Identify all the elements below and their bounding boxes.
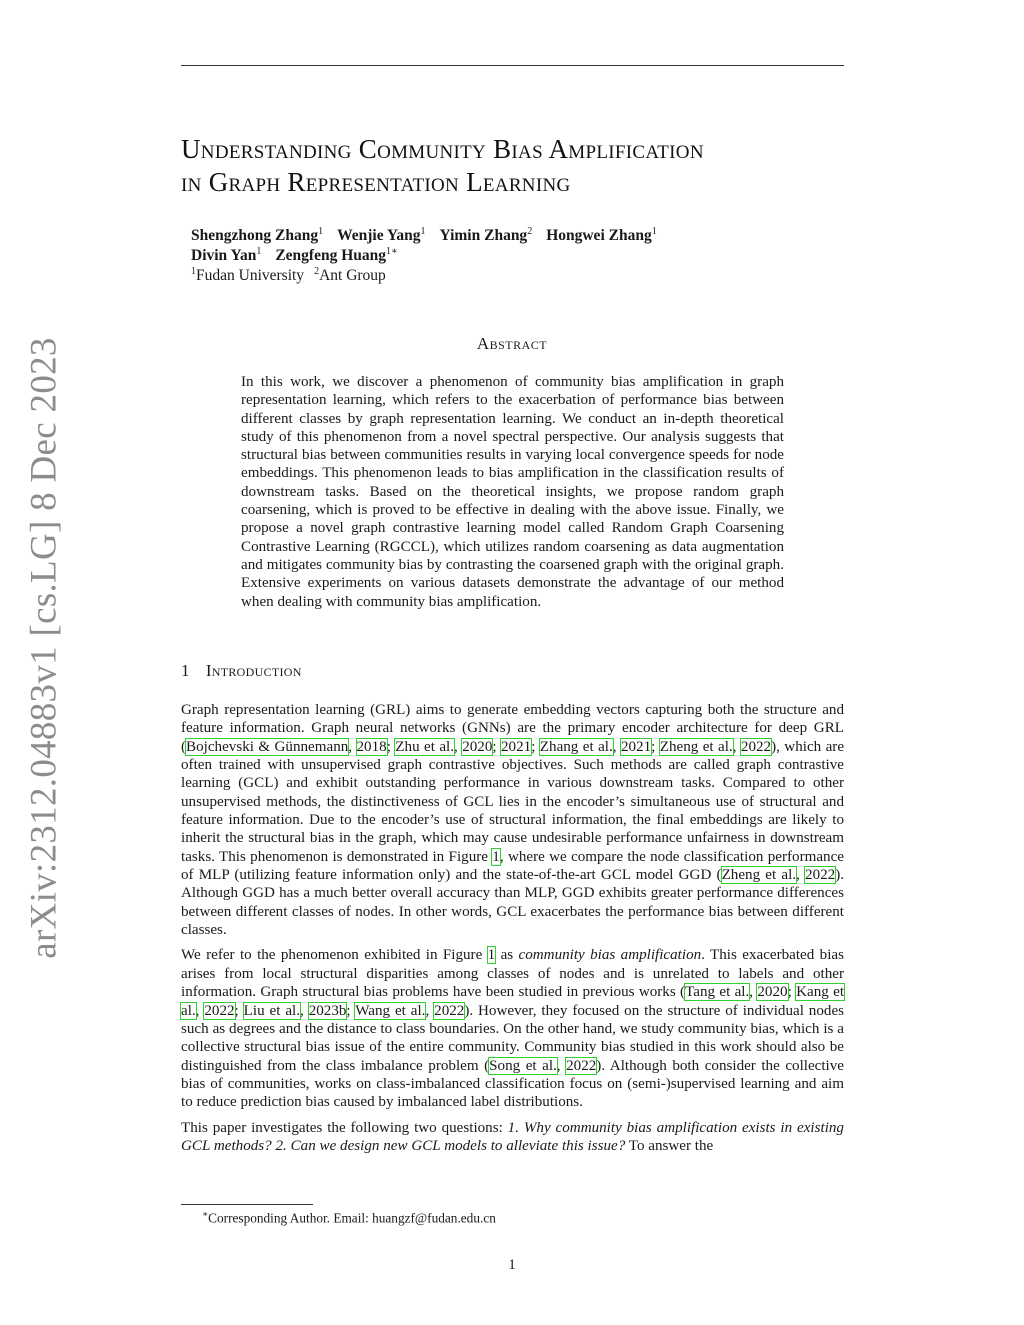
- author: Zengfeng Huang$^{1∗}$: [275, 245, 398, 264]
- citation-link[interactable]: Wang et al.: [355, 1002, 426, 1019]
- citation-link[interactable]: 2022: [805, 867, 836, 884]
- citation-link[interactable]: 2020: [462, 738, 493, 755]
- author: Wenjie Yang$^1$: [337, 225, 426, 244]
- footnote-mark: ∗: [202, 1209, 209, 1219]
- footnote-text: Corresponding Author. Email: huangzf@fudan.edu.cn: [208, 1210, 496, 1226]
- section-title: Introduction: [205, 661, 302, 680]
- citation-link[interactable]: Bojchevski & Günnemann: [186, 738, 349, 755]
- citation-link[interactable]: 2018: [356, 738, 387, 755]
- section-number: 1: [181, 661, 190, 680]
- affiliation: $^2$Ant Group: [314, 265, 386, 284]
- section-heading-introduction: [181, 661, 302, 681]
- abstract-text: In this work, we discover a phenomenon of community bias amplification in graph representation learning, which refers to the exacerbation of performance bias between different classes by graph representation learning. We conduct an in-depth theoretical study of this phenomenon from a novel spectral perspective. Our analysis suggests that structural bias between communities results in varying local convergence speeds for node embeddings. This phenomenon leads to bias amplification in the classification results of downstream tasks. Based on the theoretical insights, we propose random graph coarsening, which is proved to be effective in dealing with the above issue. Finally, we propose a novel graph contrastive learning model called Random Graph Coarsening Contrastive Learning (RGCCL), which utilizes random coarsening as data augmentation and mitigates community bias by contrasting the coarsened graph with the original graph. Extensive experiments on various datasets demonstrate the advantage of our method when dealing with community bias amplification.: [241, 374, 784, 610]
- citation-link[interactable]: 2020: [757, 984, 788, 1001]
- footnote-rule: [181, 1204, 313, 1205]
- author-block: [191, 226, 831, 286]
- affiliations: [191, 266, 831, 286]
- citation-link[interactable]: 2022: [740, 738, 772, 755]
- citation-link[interactable]: Zhang et al.: [539, 738, 613, 755]
- author-row-1: [191, 226, 831, 246]
- citation-link[interactable]: Zhu et al.: [395, 738, 454, 755]
- citation-link[interactable]: Zheng et al.: [659, 738, 733, 755]
- author: Shengzhong Zhang$^1$: [191, 225, 324, 244]
- paragraph: Graph representation learning (GRL) aims to generate embedding vectors capturing both the structure and feature information. Graph neural networks (GNNs) are the primary encoder architecture for deep GRL (Bojchevski & Günnemann, 2018; Zhu et al., 2020; 2021; Zhang et al., 2021; Zheng et al., 2022), which are often trained with unsupervised graph contrastive objectives. Such methods are called graph contrastive learning (GCL) and exhibit outstanding performance in various downstream tasks. Compared to other unsupervised methods, the distinctiveness of GCL lies in the encoder’s simultaneous use of structural and feature information. Due to the encoder’s use of structural information, the final embeddings are likely to inherit the structural bias in the graph, which may cause undesirable performance unfairness in downstream tasks. This phenomenon is demonstrated in Figure 1, where we compare the node classification performance of MLP (utilizing feature information only) and the state-of-the-art GCL model GGD (Zheng et al., 2022). Although GGD has a much better overall accuracy than MLP, GGD exhibits greater performance differences between different classes of nodes. In other words, GCL exacerbates the performance bias between different classes.: [181, 702, 845, 939]
- title-line-2: in Graph Representation Learning: [181, 167, 571, 197]
- citation-link[interactable]: 2022: [434, 1002, 465, 1019]
- author: Hongwei Zhang$^1$: [546, 225, 657, 244]
- introduction-body: [181, 701, 844, 1162]
- citation-link[interactable]: Zheng et al.: [721, 867, 797, 884]
- citation-link[interactable]: 2022: [204, 1002, 235, 1019]
- title-line-1: Understanding Community Bias Amplification: [181, 134, 704, 164]
- citation-link[interactable]: Kang et al.: [181, 984, 845, 1019]
- footnote: [202, 1209, 496, 1226]
- top-rule: [181, 65, 844, 66]
- citation-link[interactable]: 2021: [501, 738, 532, 755]
- citation-link[interactable]: Song et al.: [489, 1057, 557, 1074]
- page-number: 1: [508, 1257, 516, 1273]
- affiliation: $^1$Fudan University: [191, 265, 305, 284]
- author: Divin Yan$^1$: [191, 245, 262, 264]
- author: Yimin Zhang$^2$: [439, 225, 533, 244]
- arxiv-identifier: arXiv:2312.04883v1 [cs.LG] 8 Dec 2023: [23, 337, 65, 959]
- abstract-heading: Abstract: [476, 334, 548, 353]
- citation-link[interactable]: Tang et al.: [685, 984, 750, 1001]
- citation-link[interactable]: 2022: [566, 1057, 597, 1074]
- citation-link[interactable]: Liu et al.: [243, 1002, 300, 1019]
- paragraph: We refer to the phenomenon exhibited in Figure 1 as community bias amplification. This exacerbated bias arises from local structural disparities among classes of nodes and is unrelated to labels and other information. Graph structural bias problems have been studied in previous works (Tang et al., 2020; Kang et al., 2022; Liu et al., 2023b; Wang et al., 2022). However, they focused on the structure of individual nodes such as degrees and the distance to class boundaries. On the other hand, we study community bias, which is a collective structural bias issue of the entire community. Community bias studied in this work should also be distinguished from the class imbalance problem (Song et al., 2022). Although both consider the collective bias of communities, works on class-imbalanced classification focus on (semi-)supervised learning and aim to reduce prediction bias caused by imbalanced label distributions.: [181, 947, 845, 1111]
- author-row-2: [191, 246, 831, 266]
- figure-reference-link[interactable]: 1: [492, 848, 500, 865]
- figure-reference-link[interactable]: 1: [487, 947, 496, 964]
- citation-link[interactable]: 2023b: [308, 1002, 347, 1019]
- paper-title: [181, 133, 861, 199]
- paragraph: This paper investigates the following two questions: 1. Why community bias amplification exists in existing GCL methods? 2. Can we design new GCL models to alleviate this issue? To answer the: [181, 1119, 844, 1154]
- citation-link[interactable]: 2021: [620, 738, 652, 755]
